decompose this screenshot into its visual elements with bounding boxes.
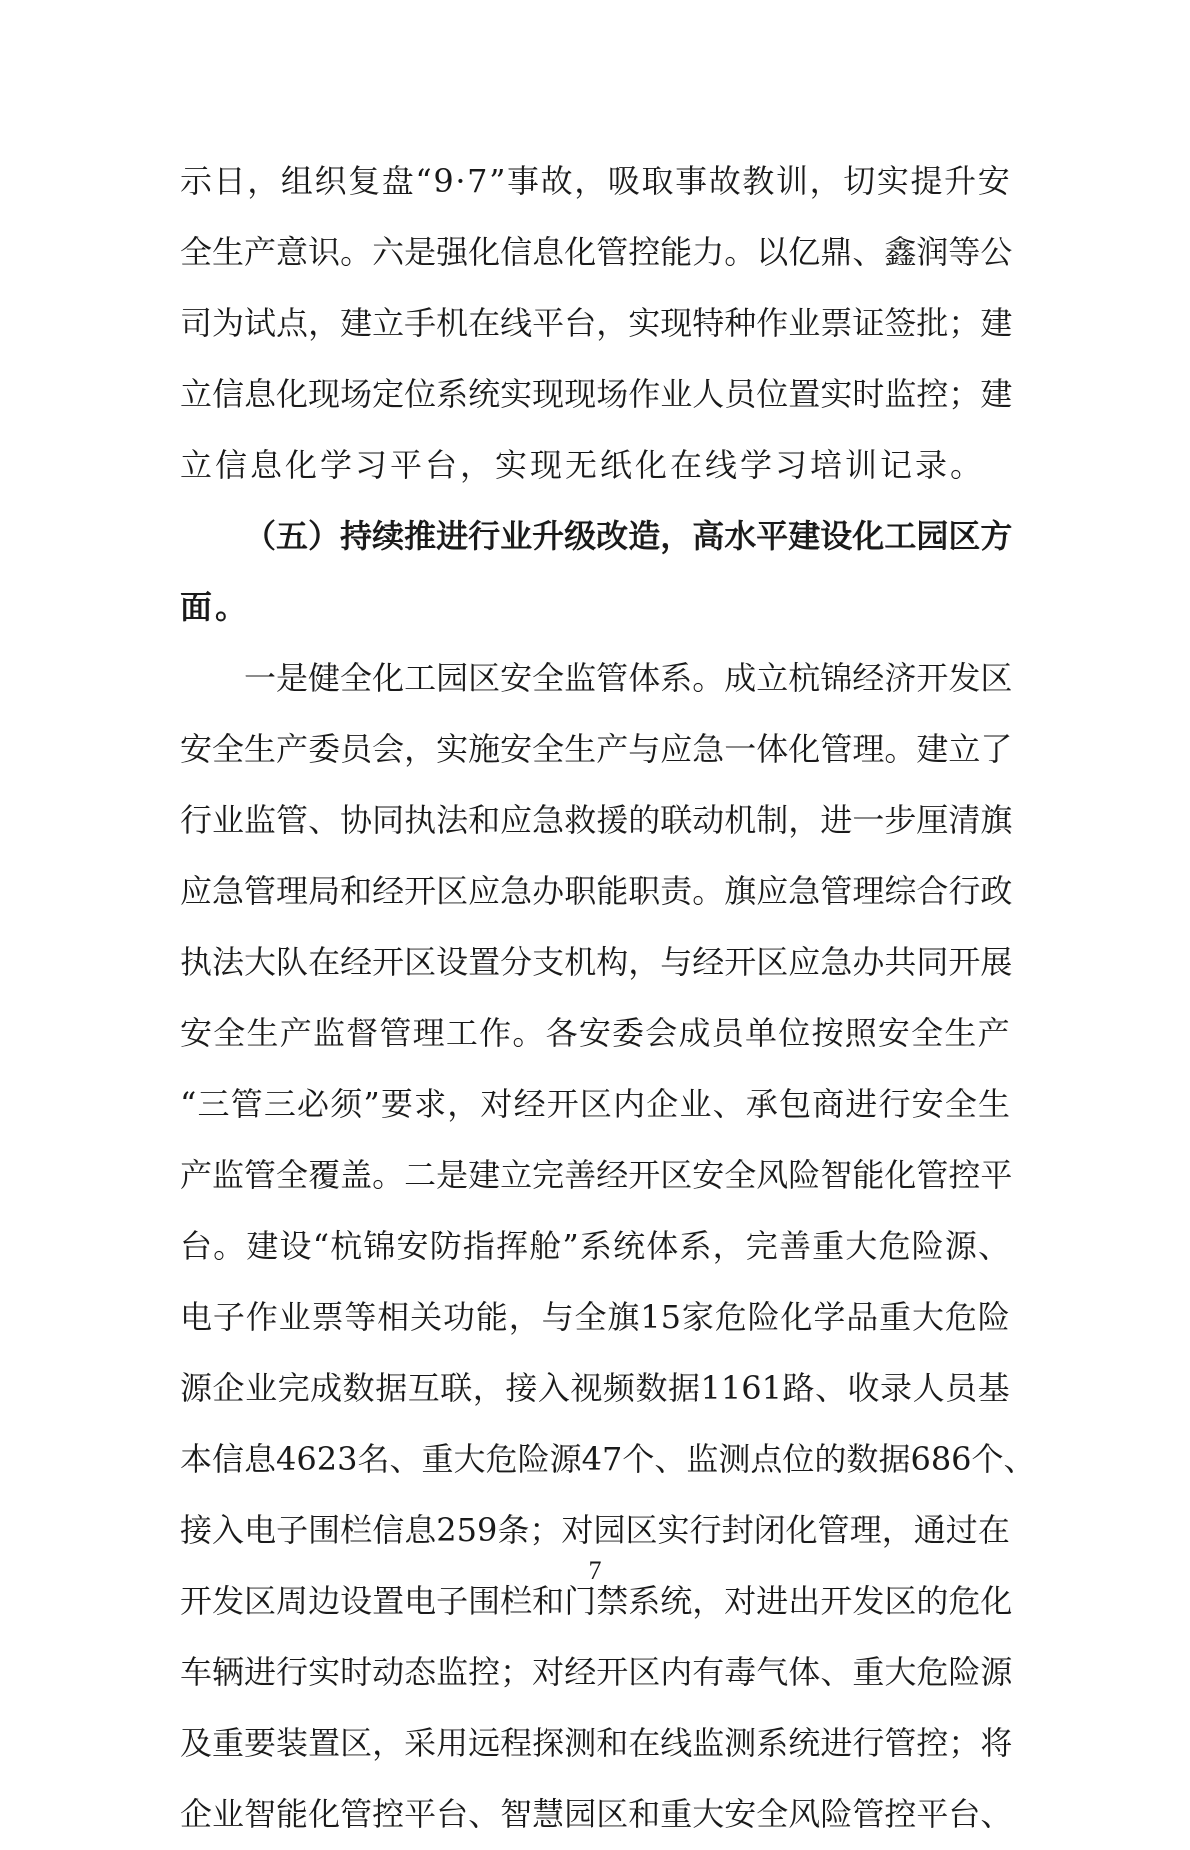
text-line — [180, 785, 1013, 856]
text-line — [180, 927, 1013, 998]
text-line — [180, 217, 1013, 288]
line-text: 示 日 ， 组 织 复 盘 “ 9 · 7 ” 事 故 ， 吸 取 事 故 教 训 ， 切 实 提 升 安 — [180, 162, 1010, 200]
line-text: 源 企 业 完 成 数 据 互 联 ， 接 入 视 频 数 据 1161 路 、 收 录 人 员 基 — [180, 1369, 1010, 1407]
text-line — [180, 1779, 1013, 1850]
line-text: 应 急 管 理 局 和 经 开 区 应 急 办 职 能 职 责 。 旗 应 急 管 理 综 合 行 政 — [180, 872, 1013, 910]
line-text: 企 业 智 能 化 管 控 平 台 、 智 慧 园 区 和 重 大 安 全 风 险 管 控 平 台 、 — [180, 1795, 1013, 1833]
line-text: 全 生 产 意 识 。 六 是 强 化 信 息 化 管 控 能 力 。 以 亿 鼎 、 鑫 润 等 公 — [180, 233, 1013, 271]
line-text: 车 辆 进 行 实 时 动 态 监 控 ； 对 经 开 区 内 有 毒 气 体 、 重 大 危 险 源 — [180, 1653, 1013, 1691]
text-line — [180, 1140, 1013, 1211]
line-text: 台 。 建 设 “ 杭 锦 安 防 指 挥 舱 ” 系 统 体 系 ， 完 善 重 大 危 险 源 、 — [180, 1227, 1010, 1265]
line-text: 电 子 作 业 票 等 相 关 功 能 ， 与 全 旗 15 家 危 险 化 学 品 重 大 危 险 — [180, 1298, 1010, 1336]
line-text: 立信息化学习平台，实现无纸化在线学习培训记录。 — [180, 446, 986, 484]
heading-text: 面。 — [180, 588, 251, 626]
text-line — [180, 1069, 1010, 1140]
line-text: 安 全 生 产 监 督 管 理 工 作 。 各 安 委 会 成 员 单 位 按 照 安 全 生 产 — [180, 1014, 1010, 1052]
text-line — [180, 1282, 1010, 1353]
text-line — [180, 1211, 1010, 1282]
line-text: “ 三 管 三 必 须 ” 要 求 ， 对 经 开 区 内 企 业 、 承 包 商 进 行 安 全 生 — [180, 1085, 1010, 1123]
text-line — [180, 1708, 1013, 1779]
line-text: 立 信 息 化 现 场 定 位 系 统 实 现 现 场 作 业 人 员 位 置 实 时 监 控 ； 建 — [180, 375, 1013, 413]
line-text: 司 为 试 点 ， 建 立 手 机 在 线 平 台 ， 实 现 特 种 作 业 票 证 签 批 ； 建 — [180, 304, 1013, 342]
line-text: 接 入 电 子 围 栏 信 息 259 条 ； 对 园 区 实 行 封 闭 化 管 理 ， 通 过 在 — [180, 1511, 1010, 1549]
text-line — [180, 1637, 1013, 1708]
line-text: 及 重 要 装 置 区 ， 采 用 远 程 探 测 和 在 线 监 测 系 统 进 行 管 控 ； 将 — [180, 1724, 1013, 1762]
text-line — [180, 1353, 1010, 1424]
line-text: 安 全 生 产 委 员 会 ， 实 施 安 全 生 产 与 应 急 一 体 化 管 理 。 建 立 了 — [180, 730, 1013, 768]
text-line — [180, 643, 1013, 714]
line-text: 开 发 区 周 边 设 置 电 子 围 栏 和 门 禁 系 统 ， 对 进 出 开 发 区 的 危 化 — [180, 1582, 1013, 1620]
text-line — [180, 146, 1010, 217]
section-heading-line — [180, 501, 1013, 572]
section-heading-line — [180, 572, 1010, 643]
line-text: 产 监 管 全 覆 盖 。 二 是 建 立 完 善 经 开 区 安 全 风 险 智 能 化 管 控 平 — [180, 1156, 1013, 1194]
line-text: 执 法 大 队 在 经 开 区 设 置 分 支 机 构 ， 与 经 开 区 应 急 办 共 同 开 展 — [180, 943, 1013, 981]
text-line — [180, 714, 1013, 785]
line-text: 行 业 监 管 、 协 同 执 法 和 应 急 救 援 的 联 动 机 制 ， 进 一 步 厘 清 旗 — [180, 801, 1013, 839]
heading-text: （ 五 ） 持 续 推 进 行 业 升 级 改 造 ， 高 水 平 建 设 化 工 园 区 方 — [244, 517, 1013, 555]
line-text: 本 信 息 4623 名 、 重 大 危 险 源 47 个 、 监 测 点 位 的 数 据 686 个 、 — [180, 1440, 1036, 1478]
text-line — [180, 430, 1010, 501]
document-body — [180, 146, 1036, 1850]
text-line — [180, 856, 1013, 927]
text-line — [180, 288, 1013, 359]
text-line — [180, 998, 1010, 1069]
line-text: 一 是 健 全 化 工 园 区 安 全 监 管 体 系 。 成 立 杭 锦 经 济 开 发 区 — [244, 659, 1013, 697]
page-number: 7 — [588, 1556, 602, 1585]
text-line — [180, 359, 1013, 430]
text-line — [180, 1424, 1036, 1495]
